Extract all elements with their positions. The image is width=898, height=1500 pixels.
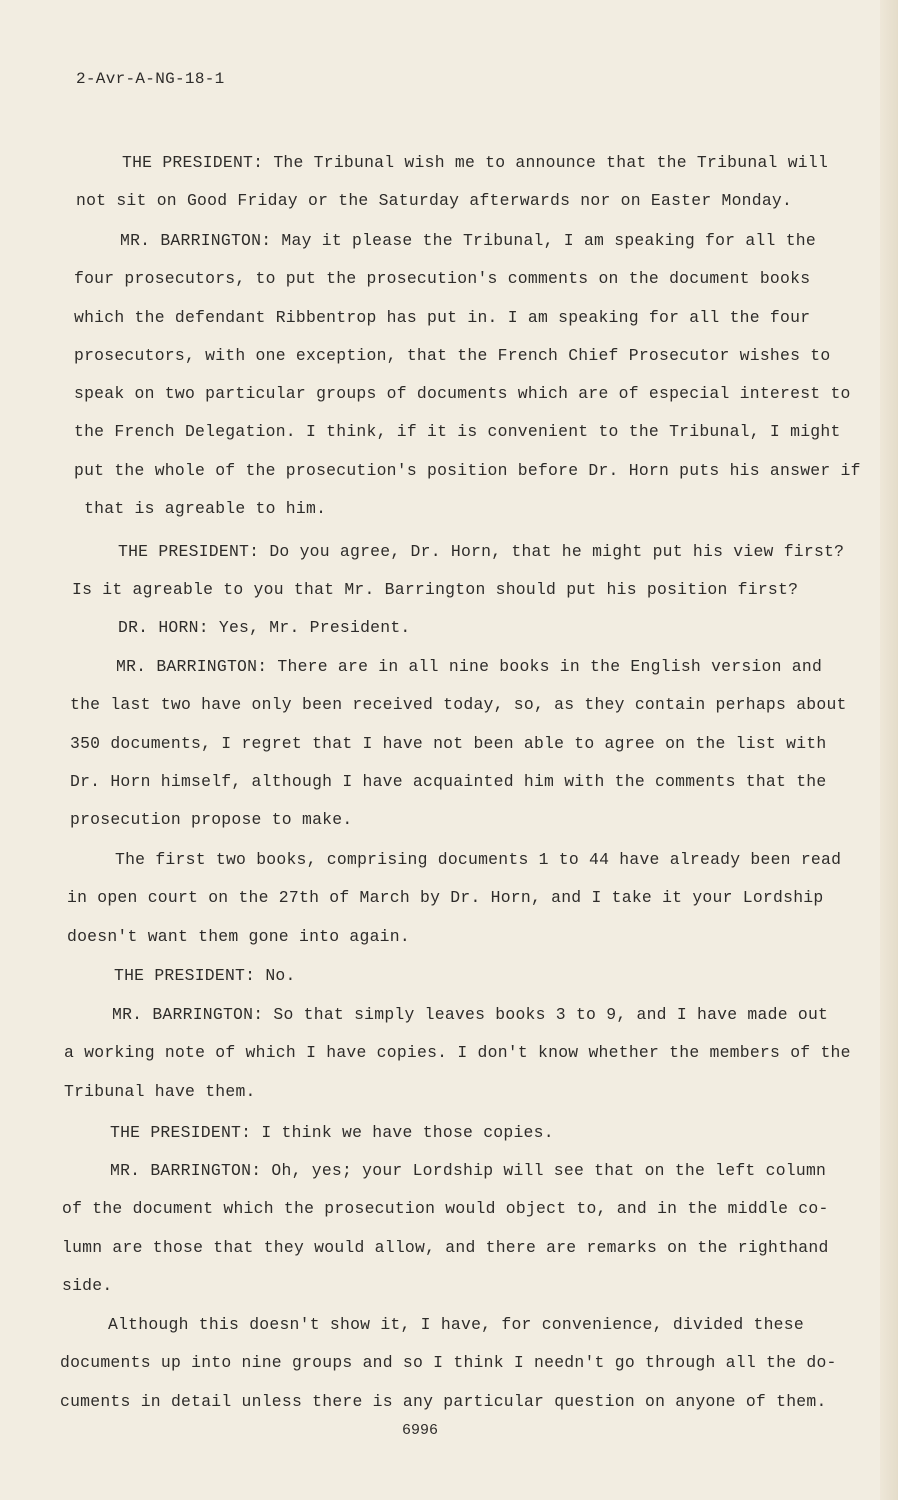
transcript-line xyxy=(74,452,861,490)
transcript-line xyxy=(74,375,861,413)
transcript-line xyxy=(72,609,411,647)
line-text: put the whole of the prosecution's position before Dr. Horn puts his answer if xyxy=(74,460,861,480)
line-text: Do you agree, Dr. Horn, that he might put his view first? xyxy=(269,542,845,561)
transcript-line xyxy=(62,1190,829,1228)
transcript-line xyxy=(62,1267,829,1305)
line-text: The Tribunal wish me to announce that the Tribunal will xyxy=(273,153,829,172)
line-text: Yes, Mr. President. xyxy=(218,618,411,637)
line-text: Tribunal have them. xyxy=(64,1081,256,1101)
transcript-paragraph xyxy=(76,144,828,221)
transcript-paragraph xyxy=(67,841,841,956)
line-text: Is it agreable to you that Mr. Barrington should put his position first? xyxy=(72,580,799,600)
line-text: prosecution propose to make. xyxy=(70,810,353,830)
speaker-label: THE PRESIDENT: xyxy=(114,966,256,985)
line-text: speak on two particular groups of documents which are of especial interest to xyxy=(74,384,851,404)
speaker-label: THE PRESIDENT: xyxy=(110,1123,252,1142)
transcript-line xyxy=(72,533,844,571)
line-text: I think we have those copies. xyxy=(261,1123,554,1142)
speaker-label: THE PRESIDENT: xyxy=(122,153,264,172)
line-text: cuments in detail unless there is any particular question on anyone of them. xyxy=(60,1391,827,1411)
transcript-paragraph xyxy=(72,533,844,610)
transcript-paragraph xyxy=(72,609,411,647)
speaker-label: DR. HORN: xyxy=(118,618,209,637)
transcript-line xyxy=(70,686,847,724)
speaker-label: MR. BARRINGTON: xyxy=(112,1005,264,1024)
line-text: doesn't want them gone into again. xyxy=(67,926,410,946)
transcript-line xyxy=(76,144,828,182)
line-text: Dr. Horn himself, although I have acquainted him with the comments that the xyxy=(70,771,827,791)
transcript-line xyxy=(60,1383,837,1421)
transcript-line xyxy=(60,1344,837,1382)
transcript-line xyxy=(64,1034,851,1072)
line-text: that is agreable to him. xyxy=(74,499,327,519)
transcript-line xyxy=(67,918,841,956)
line-text: So that simply leaves books 3 to 9, and I have made out xyxy=(273,1005,829,1024)
line-text: prosecutors, with one exception, that the French Chief Prosecutor wishes to xyxy=(74,345,831,365)
line-text: There are in all nine books in the English version and xyxy=(277,657,823,676)
transcript-paragraph xyxy=(66,957,296,995)
line-text: not sit on Good Friday or the Saturday afterwards nor on Easter Monday. xyxy=(76,191,793,211)
transcript-line xyxy=(70,648,847,686)
transcript-paragraph xyxy=(62,1152,829,1305)
line-text: Oh, yes; your Lordship will see that on the left column xyxy=(271,1161,827,1180)
transcript-line xyxy=(60,1306,837,1344)
transcript-line xyxy=(74,222,861,260)
speaker-label: MR. BARRINGTON: xyxy=(110,1161,262,1180)
transcript-line xyxy=(70,801,847,839)
transcript-line xyxy=(62,1229,829,1267)
transcript-paragraph xyxy=(74,222,861,528)
line-text: May it please the Tribunal, I am speaking for all the xyxy=(281,231,816,250)
line-text: documents up into nine groups and so I think I needn't go through all the do- xyxy=(60,1353,837,1373)
transcript-line xyxy=(70,763,847,801)
line-text: lumn are those that they would allow, and there are remarks on the righthand xyxy=(62,1237,829,1257)
document-header-code: 2-Avr-A-NG-18-1 xyxy=(76,70,225,88)
line-text: The first two books, comprising documents 1 to 44 have already been read xyxy=(115,850,842,869)
line-text: side. xyxy=(62,1275,113,1295)
line-text: 350 documents, I regret that I have not been able to agree on the list with xyxy=(70,733,827,753)
line-text: four prosecutors, to put the prosecution's comments on the document books xyxy=(74,269,811,289)
transcript-line xyxy=(76,182,828,220)
line-text: No. xyxy=(265,966,296,985)
transcript-line xyxy=(74,299,861,337)
speaker-label: MR. BARRINGTON: xyxy=(116,657,268,676)
speaker-label: MR. BARRINGTON: xyxy=(120,231,272,250)
transcript-line xyxy=(62,1152,829,1190)
line-text: which the defendant Ribbentrop has put in. I am speaking for all the four xyxy=(74,307,811,327)
transcript-paragraph xyxy=(64,996,851,1111)
line-text: the last two have only been received today, so, as they contain perhaps about xyxy=(70,695,847,715)
transcript-line xyxy=(72,571,844,609)
transcript-line xyxy=(62,1114,554,1152)
transcript-paragraph xyxy=(62,1114,554,1152)
transcript-line xyxy=(74,260,861,298)
transcript-line xyxy=(64,996,851,1034)
transcript-paragraph xyxy=(70,648,847,839)
transcript-line xyxy=(67,879,841,917)
page-edge xyxy=(880,0,898,1500)
line-text: of the document which the prosecution would object to, and in the middle co- xyxy=(62,1199,829,1219)
speaker-label: THE PRESIDENT: xyxy=(118,542,260,561)
transcript-line xyxy=(74,337,861,375)
line-text: a working note of which I have copies. I don't know whether the members of the xyxy=(64,1043,851,1063)
transcript-line xyxy=(74,490,861,528)
line-text: Although this doesn't show it, I have, for convenience, divided these xyxy=(108,1315,804,1334)
line-text: the French Delegation. I think, if it is convenient to the Tribunal, I might xyxy=(74,422,841,442)
transcript-line xyxy=(74,413,861,451)
transcript-line xyxy=(64,1073,851,1111)
transcript-paragraph xyxy=(60,1306,837,1421)
page-number: 6996 xyxy=(402,1422,439,1439)
transcript-line xyxy=(67,841,841,879)
transcript-line xyxy=(70,725,847,763)
transcript-line xyxy=(66,957,296,995)
line-text: in open court on the 27th of March by Dr. Horn, and I take it your Lordship xyxy=(67,888,824,908)
